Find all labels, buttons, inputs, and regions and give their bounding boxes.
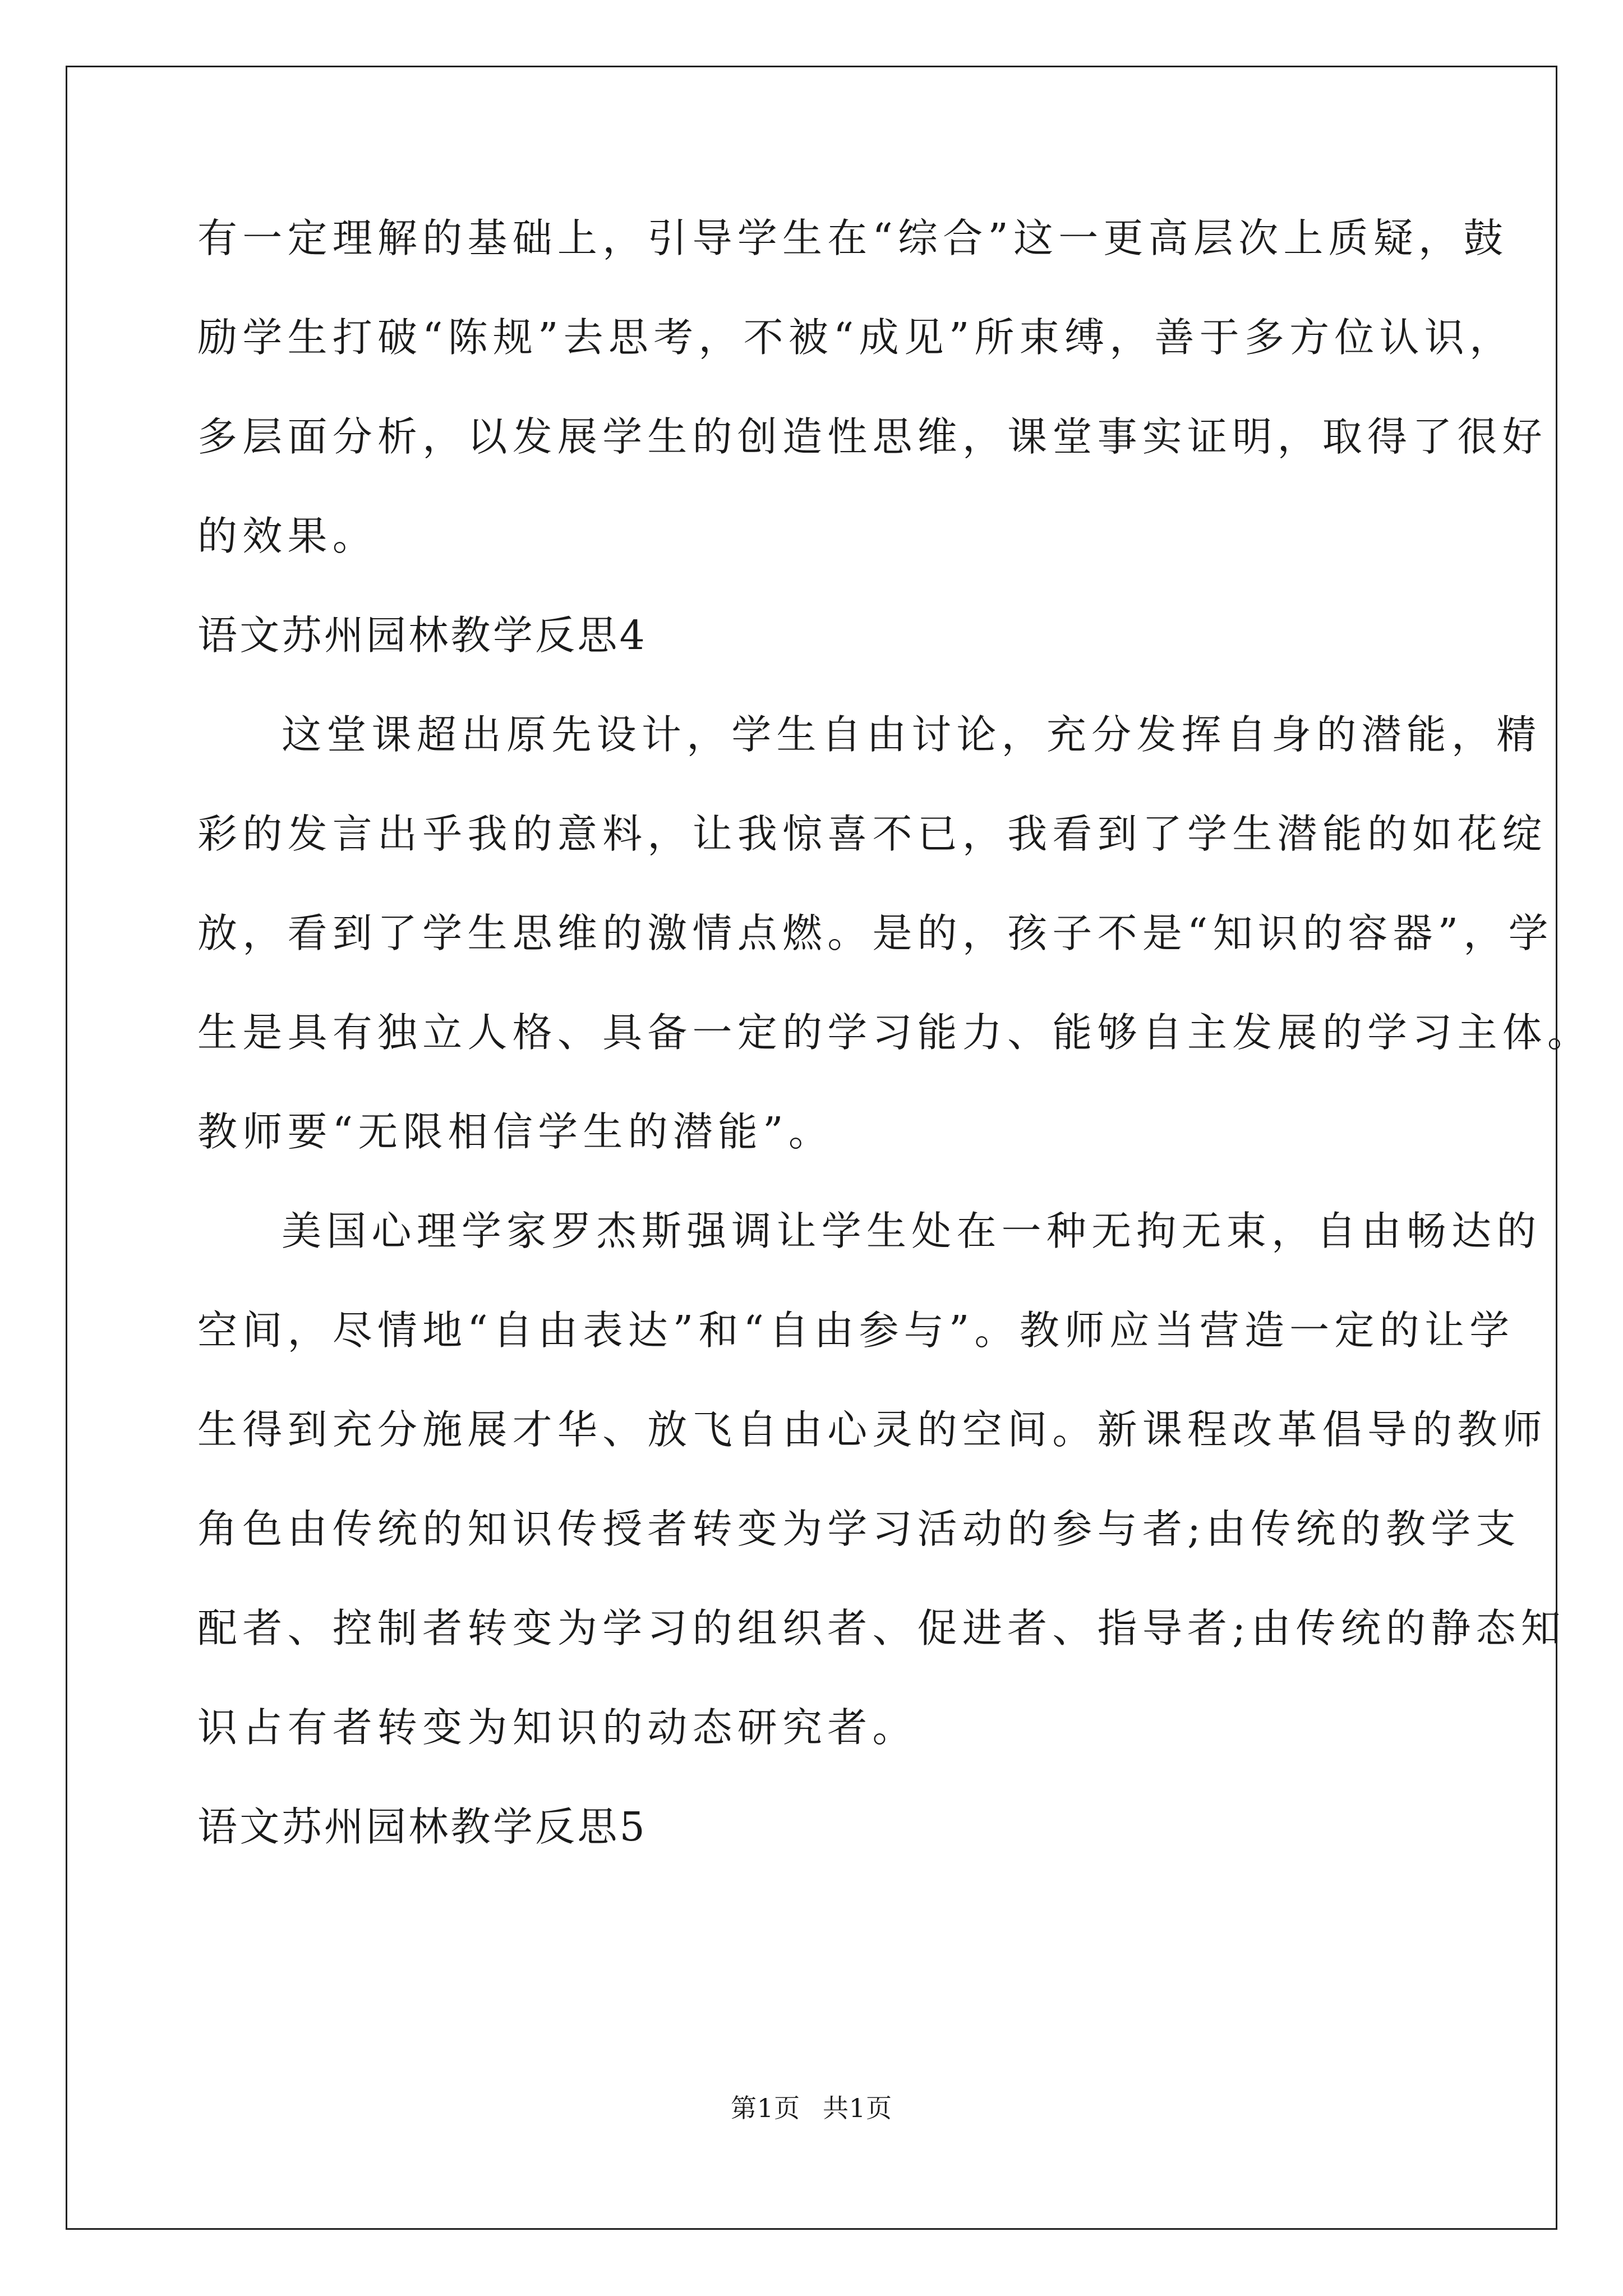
section-heading: 语文苏州园林教学反思4 xyxy=(197,612,648,659)
page-footer xyxy=(0,2091,1623,2125)
paragraph-line: 放，看到了学生思维的激情点燃。是的，孩子不是“知识的容器”，学 xyxy=(197,910,1553,956)
paragraph-line: 识占有者转变为知识的动态研究者。 xyxy=(197,1704,917,1751)
paragraph-line: 教师要“无限相信学生的潜能”。 xyxy=(197,1108,834,1155)
paragraph-line: 角色由传统的知识传授者转变为学习活动的参与者;由传统的教学支 xyxy=(197,1506,1521,1552)
section-heading: 语文苏州园林教学反思5 xyxy=(197,1803,648,1850)
paragraph-line: 生得到充分施展才华、放飞自由心灵的空间。新课程改革倡导的教师 xyxy=(197,1406,1547,1453)
paragraph-line: 这堂课超出原先设计，学生自由讨论，充分发挥自身的潜能，精 xyxy=(282,711,1542,758)
paragraph-line: 有一定理解的基础上，引导学生在“综合”这一更高层次上质疑，鼓 xyxy=(197,215,1509,261)
paragraph-line: 多层面分析，以发展学生的创造性思维，课堂事实证明，取得了很好 xyxy=(197,413,1547,460)
paragraph-line: 生是具有独立人格、具备一定的学习能力、能够自主发展的学习主体。 xyxy=(197,1009,1593,1056)
paragraph-line: 配者、控制者转变为学习的组织者、促进者、指导者;由传统的静态知 xyxy=(197,1605,1566,1651)
paragraph-line: 励学生打破“陈规”去思考，不被“成见”所束缚，善于多方位认识， xyxy=(197,314,1515,361)
paragraph-line: 空间，尽情地“自由表达”和“自由参与”。教师应当营造一定的让学 xyxy=(197,1307,1515,1354)
page-number: 第1页 xyxy=(730,2093,800,2123)
paragraph-line: 彩的发言出乎我的意料，让我惊喜不已，我看到了学生潜能的如花绽 xyxy=(197,811,1547,857)
paragraph-line: 美国心理学家罗杰斯强调让学生处在一种无拘无束，自由畅达的 xyxy=(282,1208,1542,1254)
page-total: 共1页 xyxy=(823,2093,893,2123)
paragraph-line: 的效果。 xyxy=(197,513,377,559)
